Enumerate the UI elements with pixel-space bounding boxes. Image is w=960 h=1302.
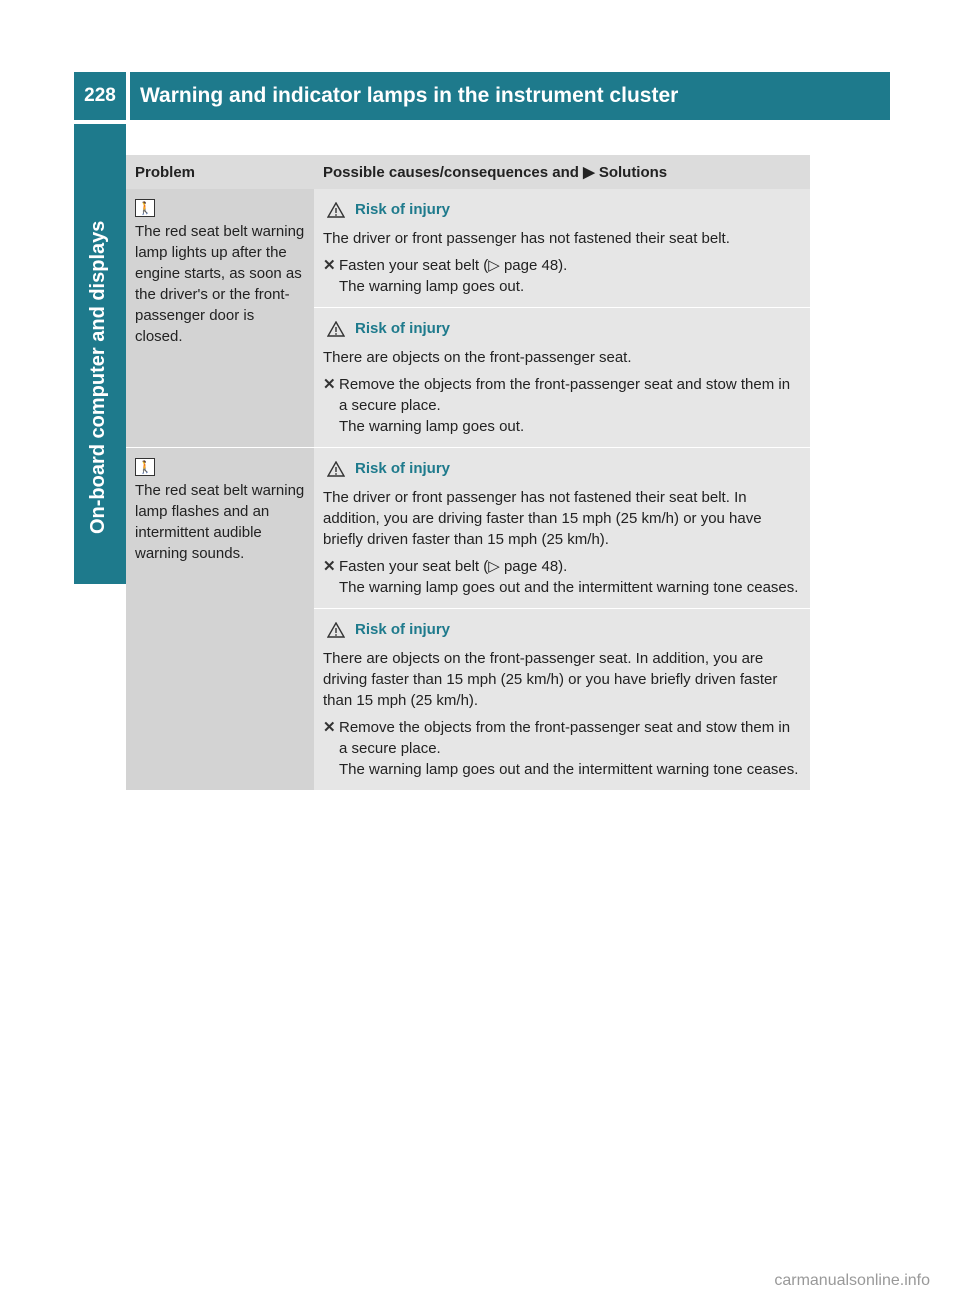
result-text: The warning lamp goes out and the intermittent warning tone ceases. bbox=[339, 761, 799, 778]
warning-triangle-icon bbox=[327, 622, 345, 638]
risk-heading bbox=[323, 619, 802, 640]
problem-table bbox=[126, 155, 810, 791]
risk-heading bbox=[323, 458, 802, 479]
page-number: 228 bbox=[74, 72, 126, 120]
problem-text: The red seat belt warning lamp flashes and an intermittent audible warning sounds. bbox=[135, 482, 305, 562]
col-header-solutions: Possible causes/consequences and ▶ Solutions bbox=[314, 155, 810, 189]
warning-triangle-icon bbox=[327, 202, 345, 218]
risk-label: Risk of injury bbox=[355, 320, 451, 337]
x-mark-icon: ✕ bbox=[323, 257, 336, 274]
warning-triangle-icon bbox=[327, 321, 345, 337]
x-mark-icon: ✕ bbox=[323, 558, 336, 575]
risk-label: Risk of injury bbox=[355, 201, 451, 218]
x-mark-icon: ✕ bbox=[323, 719, 336, 736]
result-text: The warning lamp goes out. bbox=[339, 278, 525, 295]
x-mark-icon: ✕ bbox=[323, 376, 336, 393]
cause-text: There are objects on the front-passenger seat. bbox=[323, 349, 632, 366]
solution-cell bbox=[314, 609, 810, 791]
solution-cell bbox=[314, 189, 810, 308]
solution-cell bbox=[314, 448, 810, 609]
cause-text: There are objects on the front-passenger seat. In addition, you are driving faster than 15 mph (25 km/h) or you have briefly driven faster than 15 mph (25 km/h). bbox=[323, 650, 778, 709]
step-text: Fasten your seat belt (▷ page 48). bbox=[339, 257, 568, 274]
risk-label: Risk of injury bbox=[355, 460, 451, 477]
solution-step bbox=[323, 255, 802, 297]
seat-belt-icon: 🚶 bbox=[135, 458, 155, 476]
page-title: Warning and indicator lamps in the instrument cluster bbox=[130, 72, 890, 120]
seat-belt-icon: 🚶 bbox=[135, 199, 155, 217]
solution-step bbox=[323, 717, 802, 780]
col-header-problem: Problem bbox=[126, 155, 314, 189]
result-text: The warning lamp goes out. bbox=[339, 418, 525, 435]
cause-text: The driver or front passenger has not fastened their seat belt. In addition, you are driving faster than 15 mph (25 km/h) or you have briefly driven faster than 15 mph (25 km/h). bbox=[323, 489, 762, 548]
cause-text: The driver or front passenger has not fastened their seat belt. bbox=[323, 230, 730, 247]
step-text: Remove the objects from the front-passenger seat and stow them in a secure place. bbox=[339, 376, 791, 414]
risk-label: Risk of injury bbox=[355, 621, 451, 638]
problem-cell bbox=[126, 448, 314, 791]
risk-heading bbox=[323, 199, 802, 220]
section-tab-label: On-board computer and displays bbox=[87, 220, 109, 534]
risk-heading bbox=[323, 318, 802, 339]
solution-step bbox=[323, 374, 802, 437]
solution-cell bbox=[314, 308, 810, 448]
step-text: Fasten your seat belt (▷ page 48). bbox=[339, 558, 568, 575]
footer-watermark: carmanualsonline.info bbox=[774, 1272, 930, 1289]
problem-cell bbox=[126, 189, 314, 448]
warning-triangle-icon bbox=[327, 461, 345, 477]
solution-step bbox=[323, 556, 802, 598]
result-text: The warning lamp goes out and the intermittent warning tone ceases. bbox=[339, 579, 799, 596]
step-text: Remove the objects from the front-passenger seat and stow them in a secure place. bbox=[339, 719, 791, 757]
problem-text: The red seat belt warning lamp lights up after the engine starts, as soon as the driver's or the front-passenger door is closed. bbox=[135, 223, 305, 345]
